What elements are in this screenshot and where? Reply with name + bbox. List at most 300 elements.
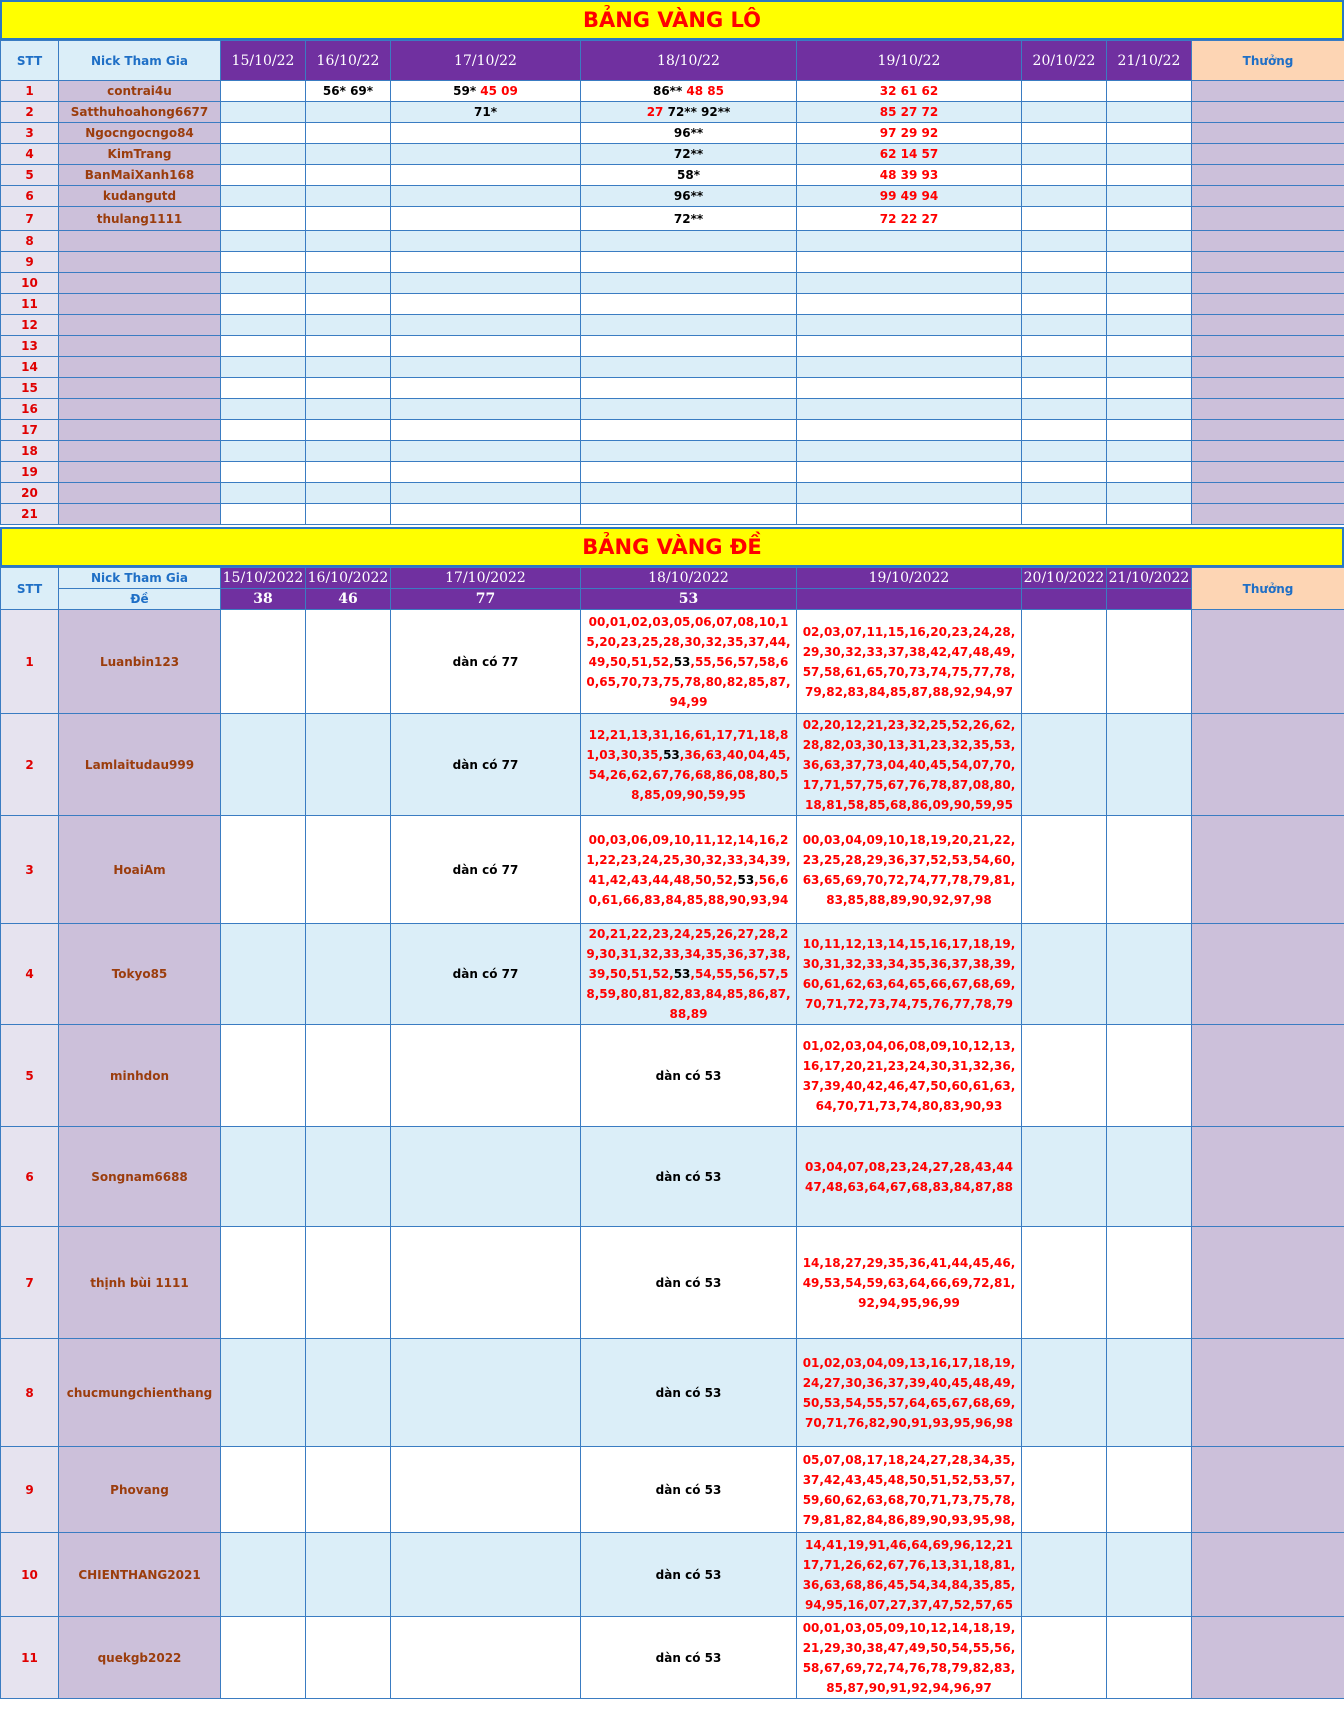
row-stt <box>1 123 59 144</box>
cell-19 <box>797 483 1022 504</box>
table-row <box>1 144 1344 165</box>
table-row <box>1 441 1344 462</box>
cell-value: 32 61 62 <box>879 84 939 98</box>
cell-18 <box>581 399 797 420</box>
cell-prize <box>1192 1339 1344 1447</box>
row-nick <box>59 165 221 186</box>
cell-value: 3 <box>25 862 34 877</box>
de-header-date: 18/10/2022 <box>581 568 797 589</box>
de-header-date: 20/10/2022 <box>1022 568 1107 589</box>
cell-16 <box>306 378 391 399</box>
cell-value: dàn có 77 <box>452 757 519 772</box>
cell-15 <box>221 1025 306 1127</box>
cell-prize <box>1192 610 1344 714</box>
row-stt <box>1 378 59 399</box>
cell-value: 99 49 94 <box>879 189 939 203</box>
row-nick <box>59 81 221 102</box>
cell-value: ,54,55,56,57,58,59,80,81,82,83,84,85,86,87,88,89 <box>586 967 791 1021</box>
cell-value: 03,04,07,08,23,24,27,28,43,44 47,48,63,64,67,68,83,84,87,88 <box>804 1159 1014 1194</box>
cell-18 <box>581 420 797 441</box>
cell-21 <box>1107 186 1192 207</box>
table-row <box>1 378 1344 399</box>
cell-19 <box>797 357 1022 378</box>
cell-17 <box>391 504 581 525</box>
cell-value: 1 <box>25 84 34 98</box>
cell-value: 59* <box>453 84 477 98</box>
row-nick <box>59 294 221 315</box>
cell-prize <box>1192 207 1344 231</box>
cell-17 <box>391 315 581 336</box>
cell-prize <box>1192 165 1344 186</box>
cell-21 <box>1107 144 1192 165</box>
cell-value: 18 <box>21 444 38 458</box>
row-stt <box>1 357 59 378</box>
cell-prize <box>1192 441 1344 462</box>
cell-15 <box>221 186 306 207</box>
cell-19 <box>797 420 1022 441</box>
cell-value: Satthuhoahong6677 <box>70 105 209 119</box>
cell-15 <box>221 144 306 165</box>
cell-15 <box>221 483 306 504</box>
cell-value: 00,03,06,09,10,11,12,14,16,21,22,23,24,25,30,32,33,34,39,41,42,43,44,48,50,52, <box>586 832 791 887</box>
row-nick <box>59 610 221 714</box>
cell-15 <box>221 81 306 102</box>
cell-16 <box>306 294 391 315</box>
cell-value: 00,03,04,09,10,18,19,20,21,22,23,25,28,29,36,37,52,53,54,60,63,65,69,70,72,74,77,78,79,81,83,85,88,89,90,92,97,98 <box>802 832 1016 907</box>
cell-value: 11 <box>21 1650 38 1665</box>
cell-16 <box>306 1127 391 1227</box>
cell-19 <box>797 462 1022 483</box>
de-header-date: 19/10/2022 <box>797 568 1022 589</box>
cell-19 <box>797 1617 1022 1699</box>
row-stt <box>1 273 59 294</box>
cell-value: 8 <box>25 234 34 248</box>
cell-16 <box>306 102 391 123</box>
cell-18 <box>581 273 797 294</box>
row-stt <box>1 1227 59 1339</box>
cell-20 <box>1022 378 1107 399</box>
row-stt <box>1 1447 59 1533</box>
cell-15 <box>221 714 306 816</box>
cell-16 <box>306 1339 391 1447</box>
row-nick <box>59 1227 221 1339</box>
cell-15 <box>221 357 306 378</box>
cell-17 <box>391 81 581 102</box>
cell-value: 4 <box>25 147 34 161</box>
cell-18 <box>581 123 797 144</box>
cell-20 <box>1022 441 1107 462</box>
cell-18 <box>581 252 797 273</box>
cell-value: 20 <box>21 486 38 500</box>
cell-18 <box>581 294 797 315</box>
de-table <box>0 567 1344 1699</box>
cell-17 <box>391 816 581 924</box>
cell-16 <box>306 1447 391 1533</box>
cell-17 <box>391 231 581 252</box>
cell-20 <box>1022 231 1107 252</box>
cell-value: 72** <box>673 147 704 161</box>
cell-value: 53 <box>737 872 755 887</box>
cell-17 <box>391 378 581 399</box>
row-stt <box>1 1617 59 1699</box>
cell-21 <box>1107 294 1192 315</box>
cell-18 <box>581 1127 797 1227</box>
lo-header-date: 19/10/22 <box>797 41 1022 81</box>
de-header-date: 15/10/2022 <box>221 568 306 589</box>
de-result <box>1107 589 1192 610</box>
table-row <box>1 1227 1344 1339</box>
cell-15 <box>221 462 306 483</box>
cell-21 <box>1107 252 1192 273</box>
cell-19 <box>797 294 1022 315</box>
cell-17 <box>391 714 581 816</box>
row-stt <box>1 1339 59 1447</box>
cell-19 <box>797 504 1022 525</box>
de-header-date: 16/10/2022 <box>306 568 391 589</box>
cell-21 <box>1107 357 1192 378</box>
cell-value: KimTrang <box>107 147 172 161</box>
de-header-de-label: Đề <box>59 589 221 610</box>
row-nick <box>59 1339 221 1447</box>
de-result <box>1022 589 1107 610</box>
cell-20 <box>1022 1127 1107 1227</box>
cell-value: thịnh bùi 1111 <box>90 1275 189 1290</box>
cell-prize <box>1192 1533 1344 1617</box>
cell-15 <box>221 441 306 462</box>
cell-19 <box>797 102 1022 123</box>
cell-21 <box>1107 1025 1192 1127</box>
cell-15 <box>221 336 306 357</box>
cell-prize <box>1192 81 1344 102</box>
cell-15 <box>221 1127 306 1227</box>
cell-value: 53 <box>663 747 680 762</box>
cell-value: 6 <box>25 189 34 203</box>
de-header-stt: STT <box>1 568 59 610</box>
cell-value: dàn có 53 <box>655 1567 722 1582</box>
cell-value: 6 <box>25 1169 34 1184</box>
cell-16 <box>306 252 391 273</box>
cell-value: 9 <box>25 255 34 269</box>
row-stt <box>1 231 59 252</box>
cell-19 <box>797 378 1022 399</box>
row-nick <box>59 399 221 420</box>
cell-value: minhdon <box>109 1068 170 1083</box>
cell-value: chucmungchienthang <box>66 1385 213 1400</box>
cell-20 <box>1022 420 1107 441</box>
table-row <box>1 1025 1344 1127</box>
cell-21 <box>1107 1533 1192 1617</box>
cell-19 <box>797 816 1022 924</box>
lo-header-nick: Nick Tham Gia <box>59 41 221 81</box>
de-header-nick: Nick Tham Gia <box>59 568 221 589</box>
cell-18 <box>581 1227 797 1339</box>
cell-19 <box>797 441 1022 462</box>
cell-value: 12,21,13,31,16,61,17,71,18,81,03,30,35, <box>586 727 789 762</box>
cell-18 <box>581 924 797 1025</box>
row-nick <box>59 1617 221 1699</box>
row-nick <box>59 1447 221 1533</box>
lo-header-date: 21/10/22 <box>1107 41 1192 81</box>
cell-prize <box>1192 294 1344 315</box>
cell-17 <box>391 441 581 462</box>
cell-value: 48 85 <box>686 84 724 98</box>
cell-value: 45 09 <box>480 84 518 98</box>
cell-15 <box>221 378 306 399</box>
cell-15 <box>221 924 306 1025</box>
cell-value: 86** <box>652 84 683 98</box>
row-stt <box>1 399 59 420</box>
cell-20 <box>1022 102 1107 123</box>
cell-value: 10 <box>21 276 38 290</box>
cell-21 <box>1107 714 1192 816</box>
cell-19 <box>797 252 1022 273</box>
de-result: 46 <box>306 589 391 610</box>
cell-prize <box>1192 399 1344 420</box>
cell-prize <box>1192 1227 1344 1339</box>
cell-value: 56* 69* <box>322 84 374 98</box>
cell-20 <box>1022 1227 1107 1339</box>
cell-15 <box>221 1617 306 1699</box>
cell-prize <box>1192 102 1344 123</box>
cell-prize <box>1192 273 1344 294</box>
cell-16 <box>306 1025 391 1127</box>
row-nick <box>59 336 221 357</box>
row-nick <box>59 714 221 816</box>
cell-value: 3 <box>25 126 34 140</box>
cell-18 <box>581 483 797 504</box>
cell-15 <box>221 123 306 144</box>
cell-prize <box>1192 336 1344 357</box>
lo-header-date: 18/10/22 <box>581 41 797 81</box>
de-header-prize: Thưởng <box>1192 568 1344 610</box>
cell-value: 96** <box>673 189 704 203</box>
cell-value: 14 <box>21 360 38 374</box>
cell-prize <box>1192 420 1344 441</box>
row-nick <box>59 1533 221 1617</box>
row-nick <box>59 378 221 399</box>
lo-title: BẢNG VÀNG LÔ <box>0 0 1344 40</box>
cell-value: 19 <box>21 465 38 479</box>
row-stt <box>1 1533 59 1617</box>
cell-20 <box>1022 924 1107 1025</box>
cell-15 <box>221 504 306 525</box>
cell-18 <box>581 207 797 231</box>
cell-21 <box>1107 1227 1192 1339</box>
cell-21 <box>1107 336 1192 357</box>
cell-15 <box>221 102 306 123</box>
cell-value: dàn có 53 <box>655 1385 722 1400</box>
cell-20 <box>1022 294 1107 315</box>
cell-prize <box>1192 186 1344 207</box>
cell-15 <box>221 294 306 315</box>
table-row <box>1 165 1344 186</box>
cell-16 <box>306 81 391 102</box>
cell-prize <box>1192 144 1344 165</box>
cell-18 <box>581 357 797 378</box>
cell-19 <box>797 1025 1022 1127</box>
cell-value: 7 <box>25 211 34 226</box>
row-stt <box>1 144 59 165</box>
cell-value: Ngocngocngo84 <box>85 126 194 140</box>
cell-18 <box>581 504 797 525</box>
cell-value: Luanbin123 <box>99 654 180 669</box>
cell-value: 14,41,19,91,46,64,69,96,12,21 17,71,26,62,67,76,13,31,18,81,36,63,68,86,45,54,34,84,35,85,94,95,16,07,27,37,47,52,57,65 <box>802 1537 1016 1612</box>
cell-value: dàn có 77 <box>452 654 519 669</box>
cell-value: 10,11,12,13,14,15,16,17,18,19,30,31,32,33,34,35,36,37,38,39,60,61,62,63,64,65,66,67,68,69,70,71,72,73,74,75,76,77,78,79 <box>802 937 1016 1011</box>
cell-value: dàn có 77 <box>452 862 519 877</box>
cell-value: 10 <box>21 1567 38 1582</box>
cell-value: quekgb2022 <box>97 1650 182 1665</box>
cell-15 <box>221 231 306 252</box>
cell-17 <box>391 336 581 357</box>
cell-17 <box>391 1447 581 1533</box>
cell-18 <box>581 462 797 483</box>
cell-16 <box>306 420 391 441</box>
cell-16 <box>306 165 391 186</box>
row-nick <box>59 462 221 483</box>
cell-15 <box>221 207 306 231</box>
cell-20 <box>1022 1447 1107 1533</box>
table-row <box>1 252 1344 273</box>
de-header-date: 17/10/2022 <box>391 568 581 589</box>
row-nick <box>59 924 221 1025</box>
cell-value: 7 <box>25 1275 34 1290</box>
lo-header-stt: STT <box>1 41 59 81</box>
cell-18 <box>581 165 797 186</box>
cell-value: BanMaiXanh168 <box>84 168 195 182</box>
cell-21 <box>1107 273 1192 294</box>
cell-21 <box>1107 1339 1192 1447</box>
row-nick <box>59 315 221 336</box>
cell-20 <box>1022 81 1107 102</box>
cell-21 <box>1107 165 1192 186</box>
cell-19 <box>797 1339 1022 1447</box>
cell-15 <box>221 1447 306 1533</box>
cell-18 <box>581 336 797 357</box>
cell-value: 72** 92** <box>667 105 731 119</box>
cell-value: 53 <box>673 967 691 981</box>
cell-value: 12 <box>21 318 38 332</box>
cell-20 <box>1022 483 1107 504</box>
cell-19 <box>797 610 1022 714</box>
lo-table <box>0 40 1344 525</box>
row-stt <box>1 610 59 714</box>
cell-prize <box>1192 378 1344 399</box>
table-row <box>1 504 1344 525</box>
cell-17 <box>391 144 581 165</box>
row-nick <box>59 483 221 504</box>
cell-20 <box>1022 186 1107 207</box>
cell-17 <box>391 483 581 504</box>
table-row <box>1 336 1344 357</box>
cell-value: 14,18,27,29,35,36,41,44,45,46,49,53,54,59,63,64,66,69,72,81,92,94,95,96,99 <box>802 1255 1016 1310</box>
cell-21 <box>1107 378 1192 399</box>
cell-value: ,36,63,40,04,45,54,26,62,67,76,68,86,08,80,58,85,09,90,59,95 <box>588 747 791 802</box>
cell-21 <box>1107 610 1192 714</box>
cell-value: 5 <box>25 1068 34 1083</box>
cell-value: dàn có 53 <box>655 1650 722 1665</box>
cell-17 <box>391 1617 581 1699</box>
cell-value: thulang1111 <box>96 211 183 226</box>
row-stt <box>1 102 59 123</box>
cell-value: 48 39 93 <box>879 168 939 182</box>
row-stt <box>1 315 59 336</box>
row-nick <box>59 357 221 378</box>
cell-17 <box>391 102 581 123</box>
row-nick <box>59 1025 221 1127</box>
table-row <box>1 462 1344 483</box>
cell-20 <box>1022 1617 1107 1699</box>
cell-value: 20,21,22,23,24,25,26,27,28,29,30,31,32,33,34,35,36,37,38,39,50,51,52, <box>586 927 791 981</box>
cell-21 <box>1107 231 1192 252</box>
cell-value: 16 <box>21 402 38 416</box>
cell-value: 21 <box>21 507 38 521</box>
cell-16 <box>306 1617 391 1699</box>
cell-value: 96** <box>673 126 704 140</box>
cell-20 <box>1022 357 1107 378</box>
cell-18 <box>581 144 797 165</box>
cell-value: 05,07,08,17,18,24,27,28,34,35,37,42,43,45,48,50,51,52,53,57,59,60,62,63,68,70,71,73,75,78,79,81,82,84,86,89,90,93,95,98, <box>802 1452 1016 1527</box>
de-result: 53 <box>581 589 797 610</box>
cell-17 <box>391 924 581 1025</box>
cell-18 <box>581 315 797 336</box>
cell-value: 02,03,07,11,15,16,20,23,24,28,29,30,32,33,37,38,42,47,48,49,57,58,61,65,70,73,74,75,77,78,79,82,83,84,85,87,88,92,94,97 <box>802 624 1016 699</box>
cell-20 <box>1022 123 1107 144</box>
table-row <box>1 315 1344 336</box>
cell-value: 13 <box>21 339 38 353</box>
cell-prize <box>1192 714 1344 816</box>
cell-value: 9 <box>25 1482 34 1497</box>
cell-16 <box>306 399 391 420</box>
row-stt <box>1 186 59 207</box>
cell-16 <box>306 144 391 165</box>
cell-prize <box>1192 1617 1344 1699</box>
table-row <box>1 924 1344 1025</box>
cell-21 <box>1107 462 1192 483</box>
cell-value: 01,02,03,04,06,08,09,10,12,13,16,17,20,21,23,24,30,31,32,36,37,39,40,42,46,47,50,60,61,63,64,70,71,73,74,80,83,90,93 <box>802 1038 1016 1113</box>
cell-value: 00,01,03,05,09,10,12,14,18,19,21,29,30,38,47,49,50,54,55,56,58,67,69,72,74,76,78,79,82,83,85,87,90,91,92,94,96,97 <box>802 1620 1016 1695</box>
cell-value: 2 <box>25 105 34 119</box>
row-nick <box>59 186 221 207</box>
row-nick <box>59 252 221 273</box>
cell-16 <box>306 924 391 1025</box>
cell-17 <box>391 1227 581 1339</box>
cell-prize <box>1192 483 1344 504</box>
cell-19 <box>797 1227 1022 1339</box>
row-stt <box>1 504 59 525</box>
row-stt <box>1 462 59 483</box>
cell-17 <box>391 186 581 207</box>
cell-15 <box>221 1227 306 1339</box>
cell-prize <box>1192 123 1344 144</box>
cell-20 <box>1022 816 1107 924</box>
cell-value: 2 <box>25 757 34 772</box>
cell-prize <box>1192 315 1344 336</box>
table-row <box>1 186 1344 207</box>
cell-21 <box>1107 1127 1192 1227</box>
cell-value: 17 <box>21 423 38 437</box>
table-row <box>1 399 1344 420</box>
cell-15 <box>221 252 306 273</box>
cell-value: dàn có 53 <box>655 1068 722 1083</box>
cell-19 <box>797 336 1022 357</box>
cell-20 <box>1022 1339 1107 1447</box>
de-title: BẢNG VÀNG ĐỀ <box>0 527 1344 567</box>
cell-value: 62 14 57 <box>879 147 939 161</box>
cell-20 <box>1022 1533 1107 1617</box>
cell-value: 02,20,12,21,23,32,25,52,26,62,28,82,03,30,13,31,23,32,35,53,36,63,37,73,04,40,45,54,07,70,17,71,57,75,67,76,78,87,08,80,18,81,58,85,68,86,09,90,59,95 <box>802 717 1016 812</box>
cell-21 <box>1107 207 1192 231</box>
